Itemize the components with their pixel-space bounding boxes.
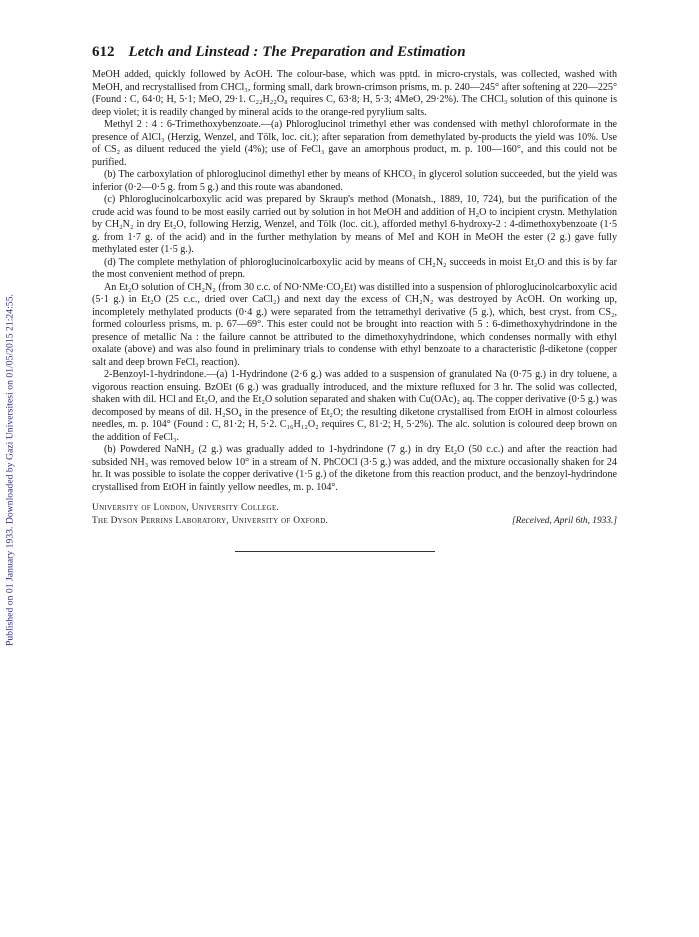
running-head [92,44,617,61]
affiliation-line-2-row [92,515,617,528]
affiliation-block [92,502,617,527]
paragraph-complete-methylation-d: (d) The complete methylation of phloroglucinolcarboxylic acid by means of CH₂N₂ succeeds in moist Et₂O and this is by far the most convenient method of prepn. [92,256,617,280]
paragraph-methyl-trimethoxybenzoate-a: Methyl 2 : 4 : 6-Trimethoxybenzoate.—(a) Phloroglucinol trimethyl ether was condensed with methyl chloroformate in the presence of AlCl₃ (Herzig, Wenzel, and Tölk, loc. cit.); after separation from demethylated by-products the yield was 10%. Use of CS₂ as diluent reduced the yield (4%); use of FeCl₃ gave an amorphous product, m. p. 100—160°, and this could not be purified. [92,119,617,168]
paragraph-benzoyl-hydrindone-a: 2-Benzoyl-1-hydrindone.—(a) 1-Hydrindone (2·6 g.) was added to a suspension of granulated Na (0·75 g.) in dry toluene, a vigorous reaction ensuing. BzOEt (6 g.) was gradually introduced, and the mixture refluxed for 3 hr. The solid was collected, shaken with dil. HCl and Et₂O, and the Et₂O solution separated and shaken with Cu(OAc)₂ aq. The copper derivative (0·5 g.) was decomposed by means of dil. H₂SO₄ in the presence of Et₂O; the resulting diketone crystallised from EtOH in almost colourless needles, m. p. 104° (Found : C, 81·2; H, 5·2. C₁₆H₁₂O₂ requires C, 81·2; H, 5·2%). The alc. solution is coloured deep brown on the addition of FeCl₃. [92,369,617,443]
article-body [92,69,617,494]
running-title: Letch and Linstead : The Preparation and Estimation [128,44,466,60]
paragraph-colour-base: MeOH added, quickly followed by AcOH. The colour-base, which was pptd. in micro-crystals, was collected, washed with MeOH, and recrystallised from CHCl₃, forming small, dark brown-crimson prisms, m. p. 240—245° after softening at 220—225° (Found : C, 64·0; H, 5·1; MeO, 29·1. C₂₂H₂₂O₈ requires C, 63·8; H, 5·3; 4MeO, 29·2%). The CHCl₃ solution of this quinone is deep violet; it is readily changed by mineral acids to the orange-red pyrylium salts. [92,69,617,118]
paragraph-benzoyl-hydrindone-b: (b) Powdered NaNH₂ (2 g.) was gradually added to 1-hydrindone (7 g.) in dry Et₂O (50 c.c.) and after the reaction had subsided NH₃ was removed below 10° in a stream of N. PhCOCl (3·5 g.) was added, and the mixture occasionally shaken for 24 hr. It was possible to isolate the copper derivative (1·5 g.) of the diketone from this reaction product, and the benzoyl-hydrindone crystallised from EtOH in faintly yellow needles, m. p. 104°. [92,444,617,493]
end-rule [235,551,435,552]
journal-page [92,44,617,552]
received-date: [Received, April 6th, 1933.] [511,515,617,526]
paragraph-carboxylation-b: (b) The carboxylation of phloroglucinol dimethyl ether by means of KHCO₃ in glycerol solution succeeded, but the yield was inferior (0·2—0·5 g. from 5 g.) and this route was abandoned. [92,169,617,193]
affiliation-line-2: The Dyson Perrins Laboratory, University of Oxford. [92,515,329,526]
page-number: 612 [92,44,115,60]
paragraph-phloroglucinolcarboxylic-c: (c) Phloroglucinolcarboxylic acid was prepared by Skraup's method (Monatsh., 1889, 10, 724), but the purification of the crude acid was found to be most easily carried out by solution in hot MeOH and addition of H₂O to incipient crystn. Methylation by CH₂N₂ in dry Et₂O, following Herzig, Wenzel, and Tölk (loc. cit.), afforded methyl 6-hydroxy-2 : 4-dimethoxybenzoate (1·5 g. from 1·7 g. of the acid) and in the further methylation by means of MeI and KOH in MeOH the ester (2 g.) gave fully methylated ester (1·5 g.). [92,194,617,255]
paragraph-ether-solution: An Et₂O solution of CH₂N₂ (from 30 c.c. of NO·NMe·CO₂Et) was distilled into a suspension of phloroglucinolcarboxylic acid (5·1 g.) in Et₂O (25 c.c., dried over CaCl₂) and next day the excess of CH₂N₂ was destroyed by AcOH. On working up, incompletely methylated products (0·4 g.) were separated from the tetramethyl derivative (5 g.), which, best cryst. from CS₂, formed colourless prisms, m. p. 67—69°. This ester could not be brought into reaction with 5 : 6-dimethoxyhydrindone in the presence of metallic Na : the failure cannot be attributed to the dimethoxyhydrindone, which condenses normally with ethyl oxalate (above) and was also found in preliminary trials to condense with ethyl benzoate to a characteristic β-diketone (copper salt and deep brown FeCl₃ reaction). [92,281,617,368]
download-watermark [3,170,17,770]
download-watermark-text: Published on 01 January 1933. Downloaded by Gazi Universitesi on 01/05/2015 21:24:55. [4,294,16,646]
affiliation-line-1: University of London, University College. [92,503,280,513]
